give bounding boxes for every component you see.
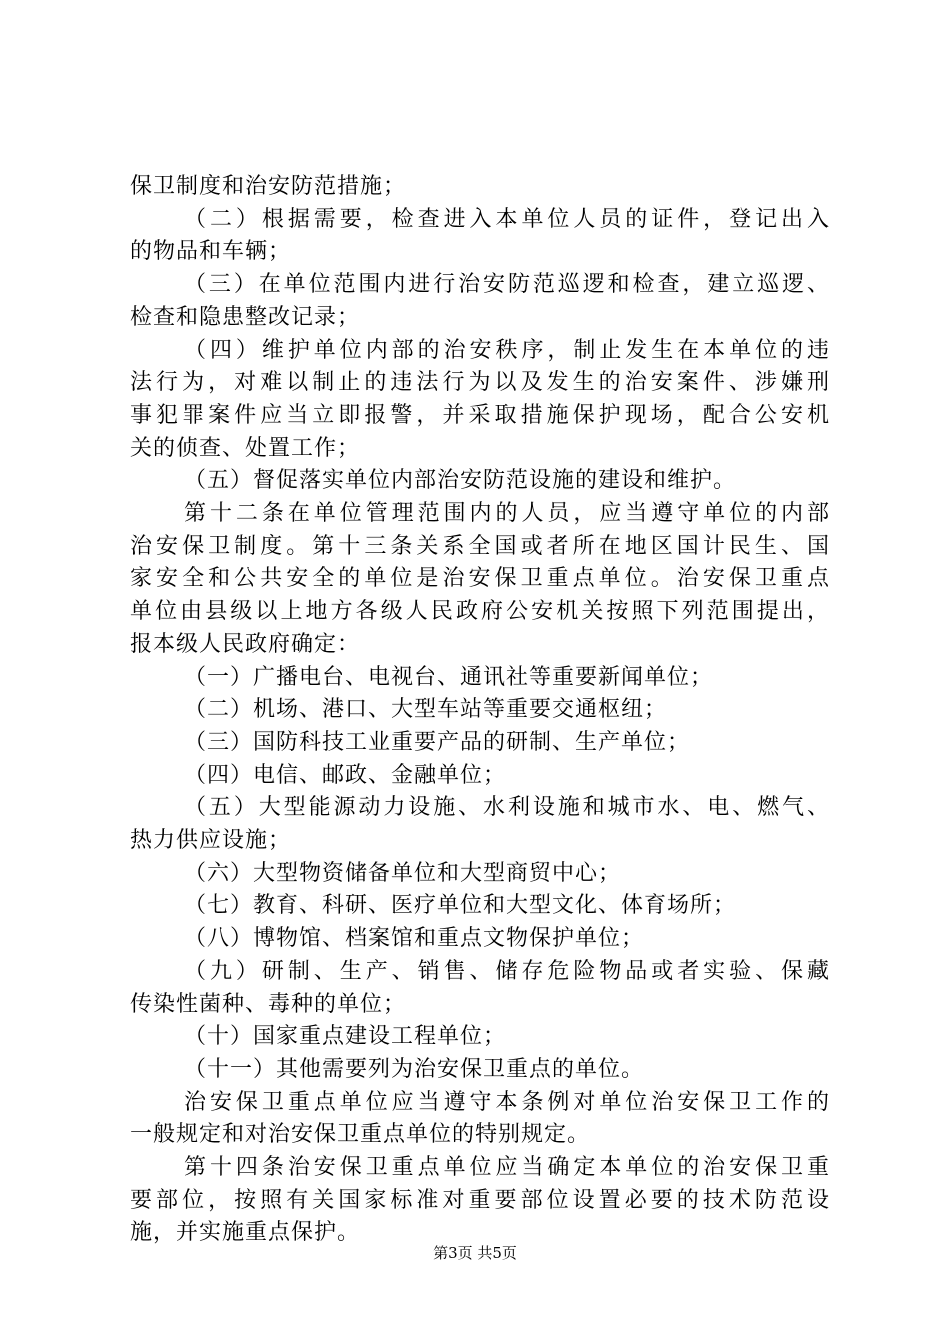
text-line: 施，并实施重点保护。 xyxy=(130,1220,361,1245)
text-line: 热力供应设施； xyxy=(130,828,292,853)
text-line: （五）督促落实单位内部治安防范设施的建设和维护。 xyxy=(184,468,737,493)
text-line: 的物品和车辆； xyxy=(130,239,292,264)
text-line: 一般规定和对治安保卫重点单位的特别规定。 xyxy=(130,1122,591,1147)
text-line: 检查和隐患整改记录； xyxy=(130,305,361,330)
text-line: 第十二条在单位管理范围内的人员，应当遵守单位的内部 xyxy=(184,501,830,526)
text-line: （六）大型物资储备单位和大型商贸中心； xyxy=(184,861,622,886)
text-line: 保卫制度和治安防范措施； xyxy=(130,174,407,199)
text-line: 事犯罪案件应当立即报警，并采取措施保护现场，配合公安机 xyxy=(130,403,830,428)
text-line: 治安保卫制度。第十三条关系全国或者所在地区国计民生、国 xyxy=(130,534,830,559)
text-line: 治安保卫重点单位应当遵守本条例对单位治安保卫工作的 xyxy=(184,1090,830,1115)
text-line: （四）维护单位内部的治安秩序，制止发生在本单位的违 xyxy=(184,338,830,363)
text-line: 家安全和公共安全的单位是治安保卫重点单位。治安保卫重点 xyxy=(130,566,830,591)
text-line: （三）在单位范围内进行治安防范巡逻和检查，建立巡逻、 xyxy=(184,272,830,297)
text-line: 关的侦查、处置工作； xyxy=(130,436,361,461)
text-line: 要部位，按照有关国家标准对重要部位设置必要的技术防范设 xyxy=(130,1188,830,1213)
text-line: （十一）其他需要列为治安保卫重点的单位。 xyxy=(184,1057,645,1082)
text-line: （二）机场、港口、大型车站等重要交通枢纽； xyxy=(184,697,668,722)
text-line: 报本级人民政府确定： xyxy=(130,632,361,657)
text-line: （一）广播电台、电视台、通讯社等重要新闻单位； xyxy=(184,665,714,690)
text-line: （七）教育、科研、医疗单位和大型文化、体育场所； xyxy=(184,893,737,918)
text-line: （八）博物馆、档案馆和重点文物保护单位； xyxy=(184,926,645,951)
text-line: （二）根据需要，检查进入本单位人员的证件，登记出入 xyxy=(184,207,830,232)
text-line: 第十四条治安保卫重点单位应当确定本单位的治安保卫重 xyxy=(184,1155,830,1180)
page-footer: 第3页 共5页 xyxy=(433,1244,517,1262)
text-line: 法行为，对难以制止的违法行为以及发生的治安案件、涉嫌刑 xyxy=(130,370,830,395)
text-line: （三）国防科技工业重要产品的研制、生产单位； xyxy=(184,730,691,755)
text-line: 单位由县级以上地方各级人民政府公安机关按照下列范围提出， xyxy=(130,599,830,624)
text-line: 传染性菌种、毒种的单位； xyxy=(130,992,407,1017)
text-line: （五）大型能源动力设施、水利设施和城市水、电、燃气、 xyxy=(184,795,830,820)
text-line: （九）研制、生产、销售、储存危险物品或者实验、保藏 xyxy=(184,959,830,984)
text-line: （十）国家重点建设工程单位； xyxy=(184,1024,507,1049)
text-line: （四）电信、邮政、金融单位； xyxy=(184,763,507,788)
